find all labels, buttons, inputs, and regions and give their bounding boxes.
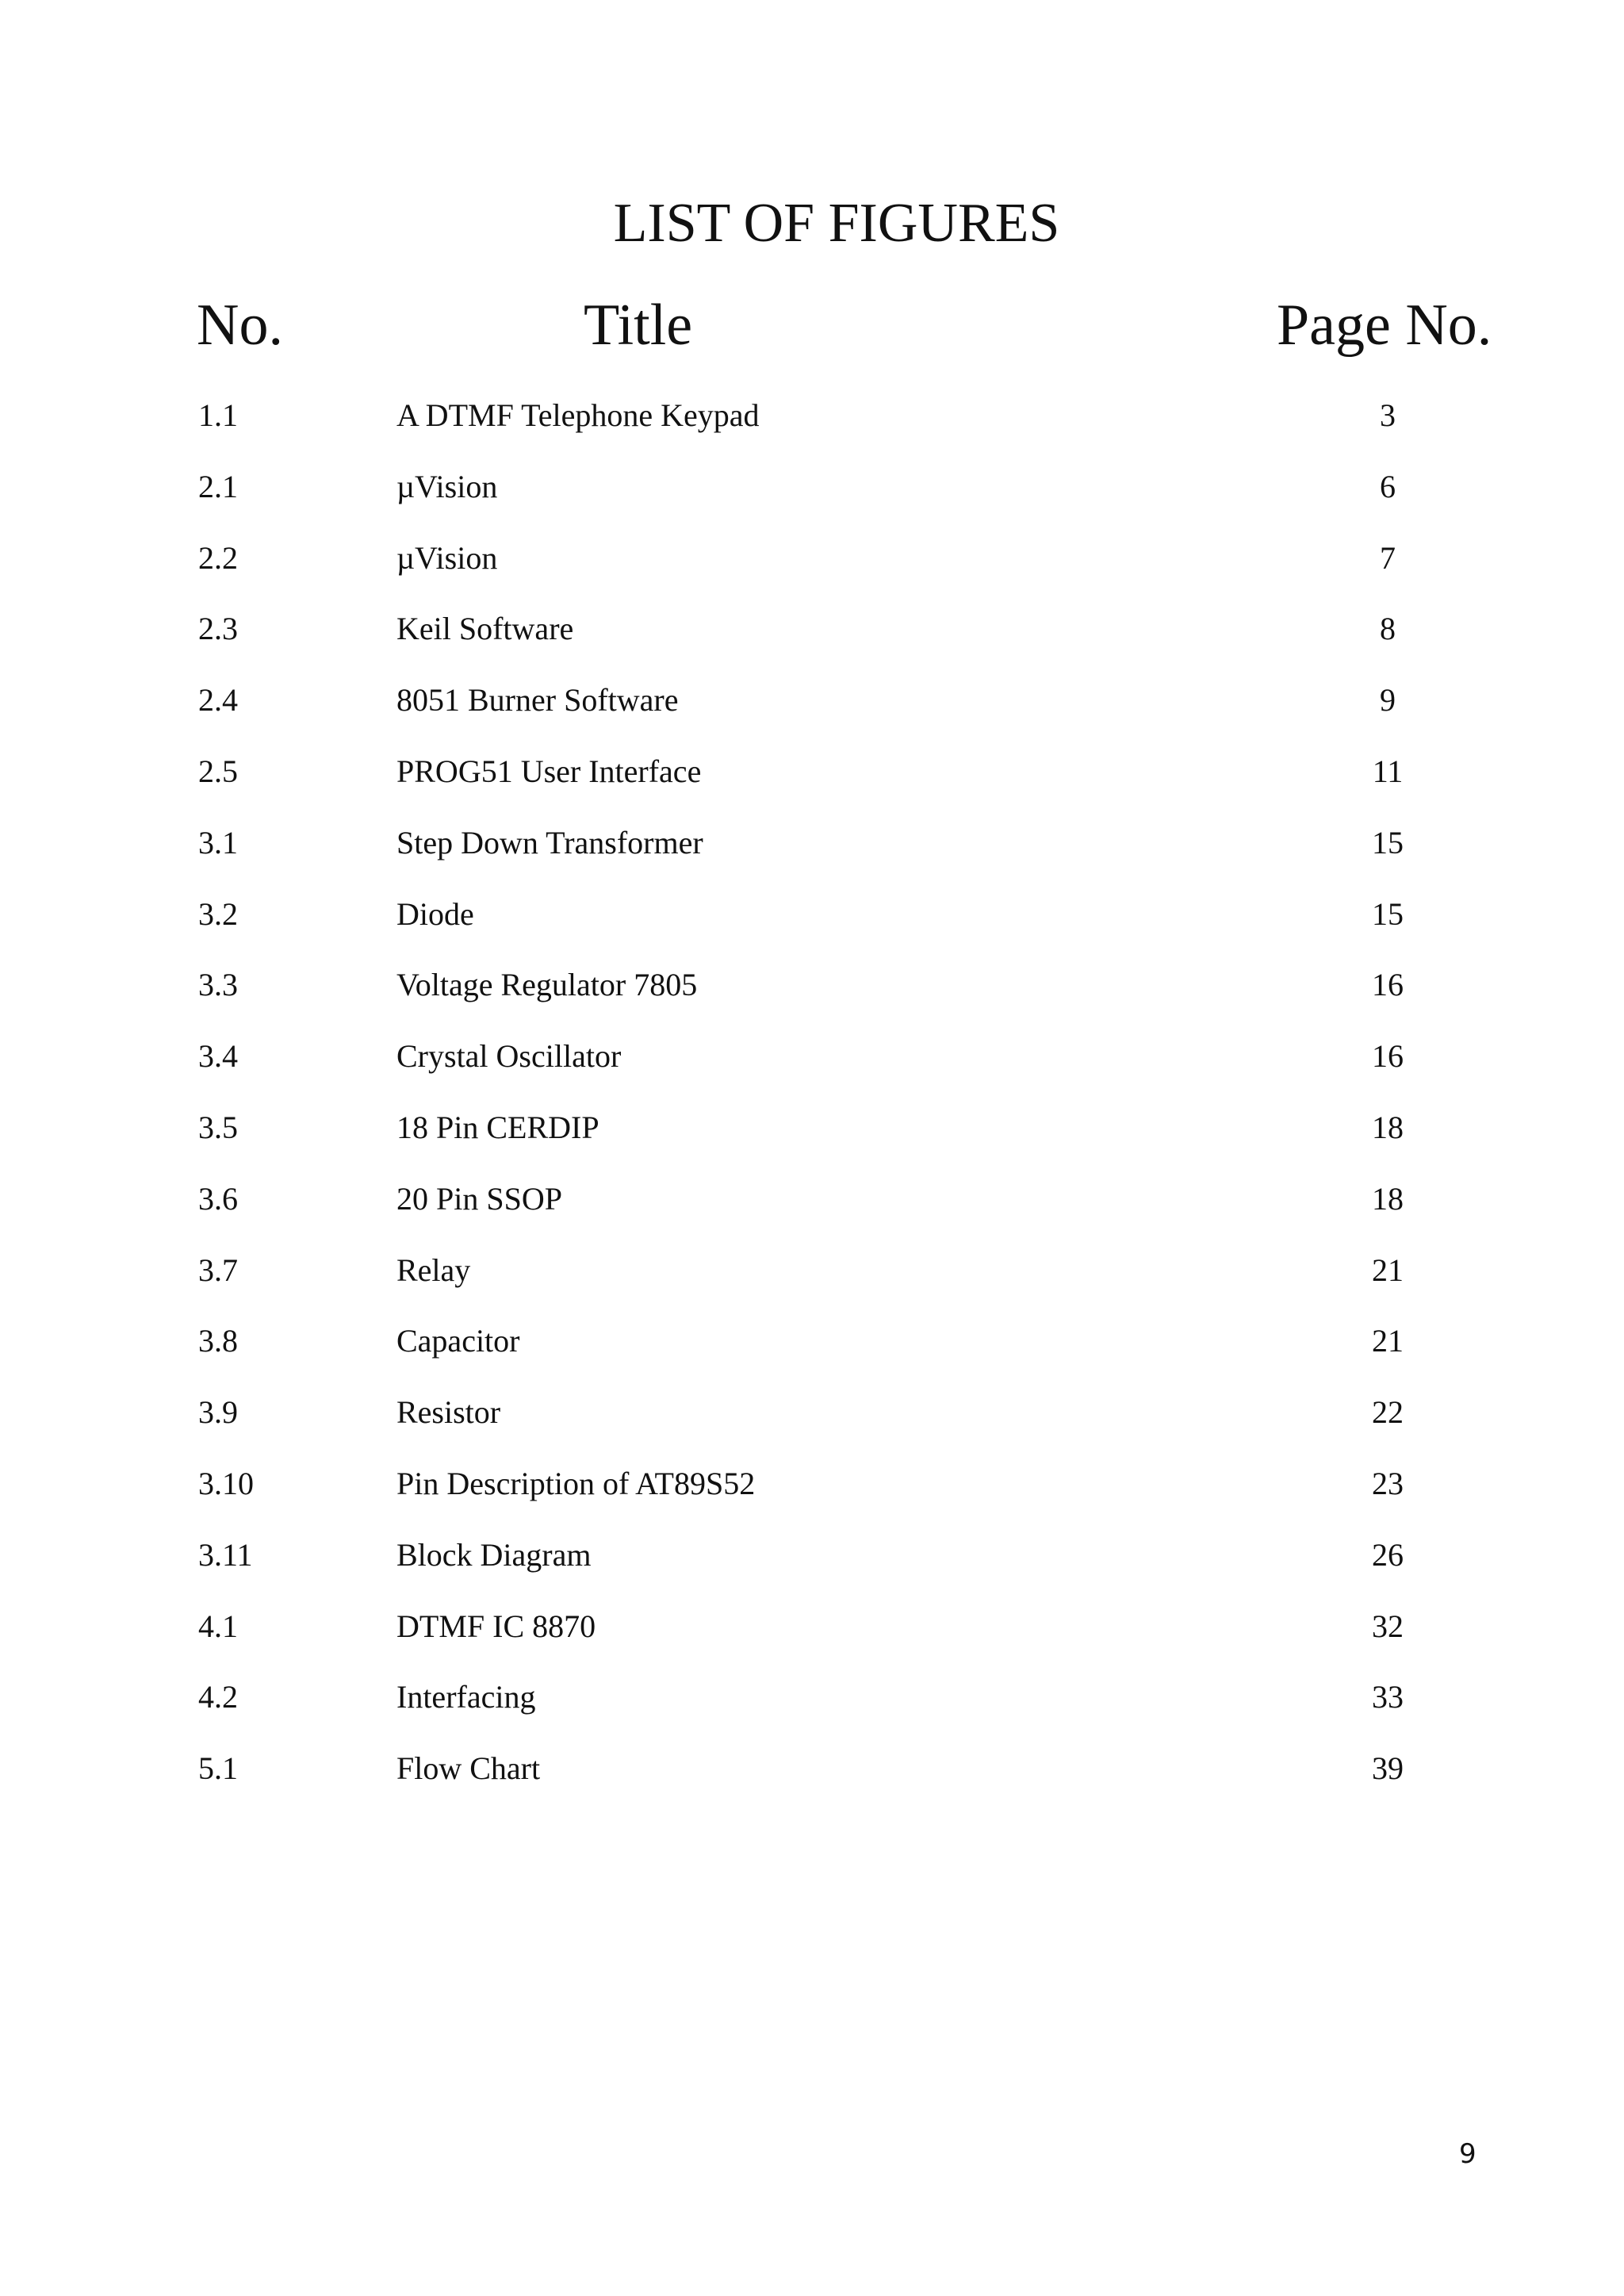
figure-list [0, 392, 1624, 1816]
figure-page: 21 [1372, 1323, 1404, 1359]
figure-page: 15 [1372, 824, 1404, 861]
figure-title: Relay [396, 1251, 471, 1288]
figure-number: 4.1 [198, 1608, 238, 1644]
figure-title: µVision [396, 468, 498, 504]
figure-row [0, 1389, 1624, 1460]
figure-row [0, 1531, 1624, 1603]
column-header-no: No. [197, 293, 283, 358]
figure-page: 3 [1380, 397, 1396, 433]
figure-number: 3.1 [198, 824, 238, 861]
figure-number: 2.4 [198, 682, 238, 719]
figure-page: 26 [1372, 1536, 1404, 1573]
figure-title: PROG51 User Interface [396, 753, 702, 789]
figure-page: 18 [1372, 1180, 1404, 1217]
figure-title: 18 Pin CERDIP [396, 1109, 599, 1145]
figure-number: 4.2 [198, 1679, 238, 1715]
figure-row [0, 1033, 1624, 1104]
figure-number: 2.2 [198, 539, 238, 576]
figure-number: 3.5 [198, 1109, 238, 1145]
figure-number: 2.5 [198, 753, 238, 789]
figure-number: 3.7 [198, 1251, 238, 1288]
figure-title: Diode [396, 895, 474, 932]
figure-page: 7 [1380, 539, 1396, 576]
figure-number: 3.9 [198, 1394, 238, 1431]
figure-row [0, 1673, 1624, 1745]
figure-row [0, 1460, 1624, 1531]
figure-title: Capacitor [396, 1323, 520, 1359]
figure-title: Resistor [396, 1394, 501, 1431]
figure-page: 23 [1372, 1465, 1404, 1501]
figure-row [0, 392, 1624, 463]
figure-page: 16 [1372, 1038, 1404, 1075]
figure-title: A DTMF Telephone Keypad [396, 397, 760, 433]
figure-row [0, 677, 1624, 748]
figure-number: 5.1 [198, 1750, 238, 1787]
figure-number: 1.1 [198, 397, 238, 433]
figure-title: 8051 Burner Software [396, 682, 679, 719]
figure-title: Interfacing [396, 1679, 536, 1715]
page-number: 9 [1459, 2138, 1477, 2170]
figure-page: 9 [1380, 682, 1396, 719]
figure-row [0, 1247, 1624, 1318]
figure-row [0, 748, 1624, 819]
figure-page: 22 [1372, 1394, 1404, 1431]
figure-row [0, 605, 1624, 677]
figure-row [0, 463, 1624, 535]
page-title: LIST OF FIGURES [613, 193, 1060, 254]
figure-number: 3.8 [198, 1323, 238, 1359]
figure-number: 3.6 [198, 1180, 238, 1217]
figure-number: 3.10 [198, 1465, 254, 1501]
figure-page: 8 [1380, 611, 1396, 647]
figure-page: 18 [1372, 1109, 1404, 1145]
figure-title: µVision [396, 539, 498, 576]
figure-title: Keil Software [396, 611, 574, 647]
figure-title: Pin Description of AT89S52 [396, 1465, 756, 1501]
figure-page: 39 [1372, 1750, 1404, 1787]
figure-number: 2.3 [198, 611, 238, 647]
figure-row [0, 535, 1624, 606]
figure-page: 21 [1372, 1251, 1404, 1288]
figure-title: Step Down Transformer [396, 824, 703, 861]
figure-title: DTMF IC 8870 [396, 1608, 596, 1644]
figure-title: Crystal Oscillator [396, 1038, 622, 1075]
figure-page: 15 [1372, 895, 1404, 932]
column-header-title: Title [584, 293, 693, 358]
figure-title: 20 Pin SSOP [396, 1180, 562, 1217]
figure-row [0, 1104, 1624, 1175]
figure-row [0, 1745, 1624, 1816]
figure-page: 11 [1372, 753, 1404, 789]
column-header-page-no: Page No. [1277, 293, 1492, 358]
figure-row [0, 1603, 1624, 1674]
figure-title: Voltage Regulator 7805 [396, 967, 698, 1003]
figure-row [0, 1175, 1624, 1247]
figure-number: 3.2 [198, 895, 238, 932]
figure-page: 32 [1372, 1608, 1404, 1644]
figure-page: 6 [1380, 468, 1396, 504]
figure-page: 16 [1372, 967, 1404, 1003]
figure-title: Block Diagram [396, 1536, 592, 1573]
figure-number: 3.4 [198, 1038, 238, 1075]
figure-row [0, 1317, 1624, 1389]
figure-number: 3.3 [198, 967, 238, 1003]
figure-number: 2.1 [198, 468, 238, 504]
figure-row [0, 961, 1624, 1033]
figure-title: Flow Chart [396, 1750, 541, 1787]
figure-page: 33 [1372, 1679, 1404, 1715]
figure-number: 3.11 [198, 1536, 253, 1573]
figure-row [0, 891, 1624, 962]
figure-row [0, 819, 1624, 891]
